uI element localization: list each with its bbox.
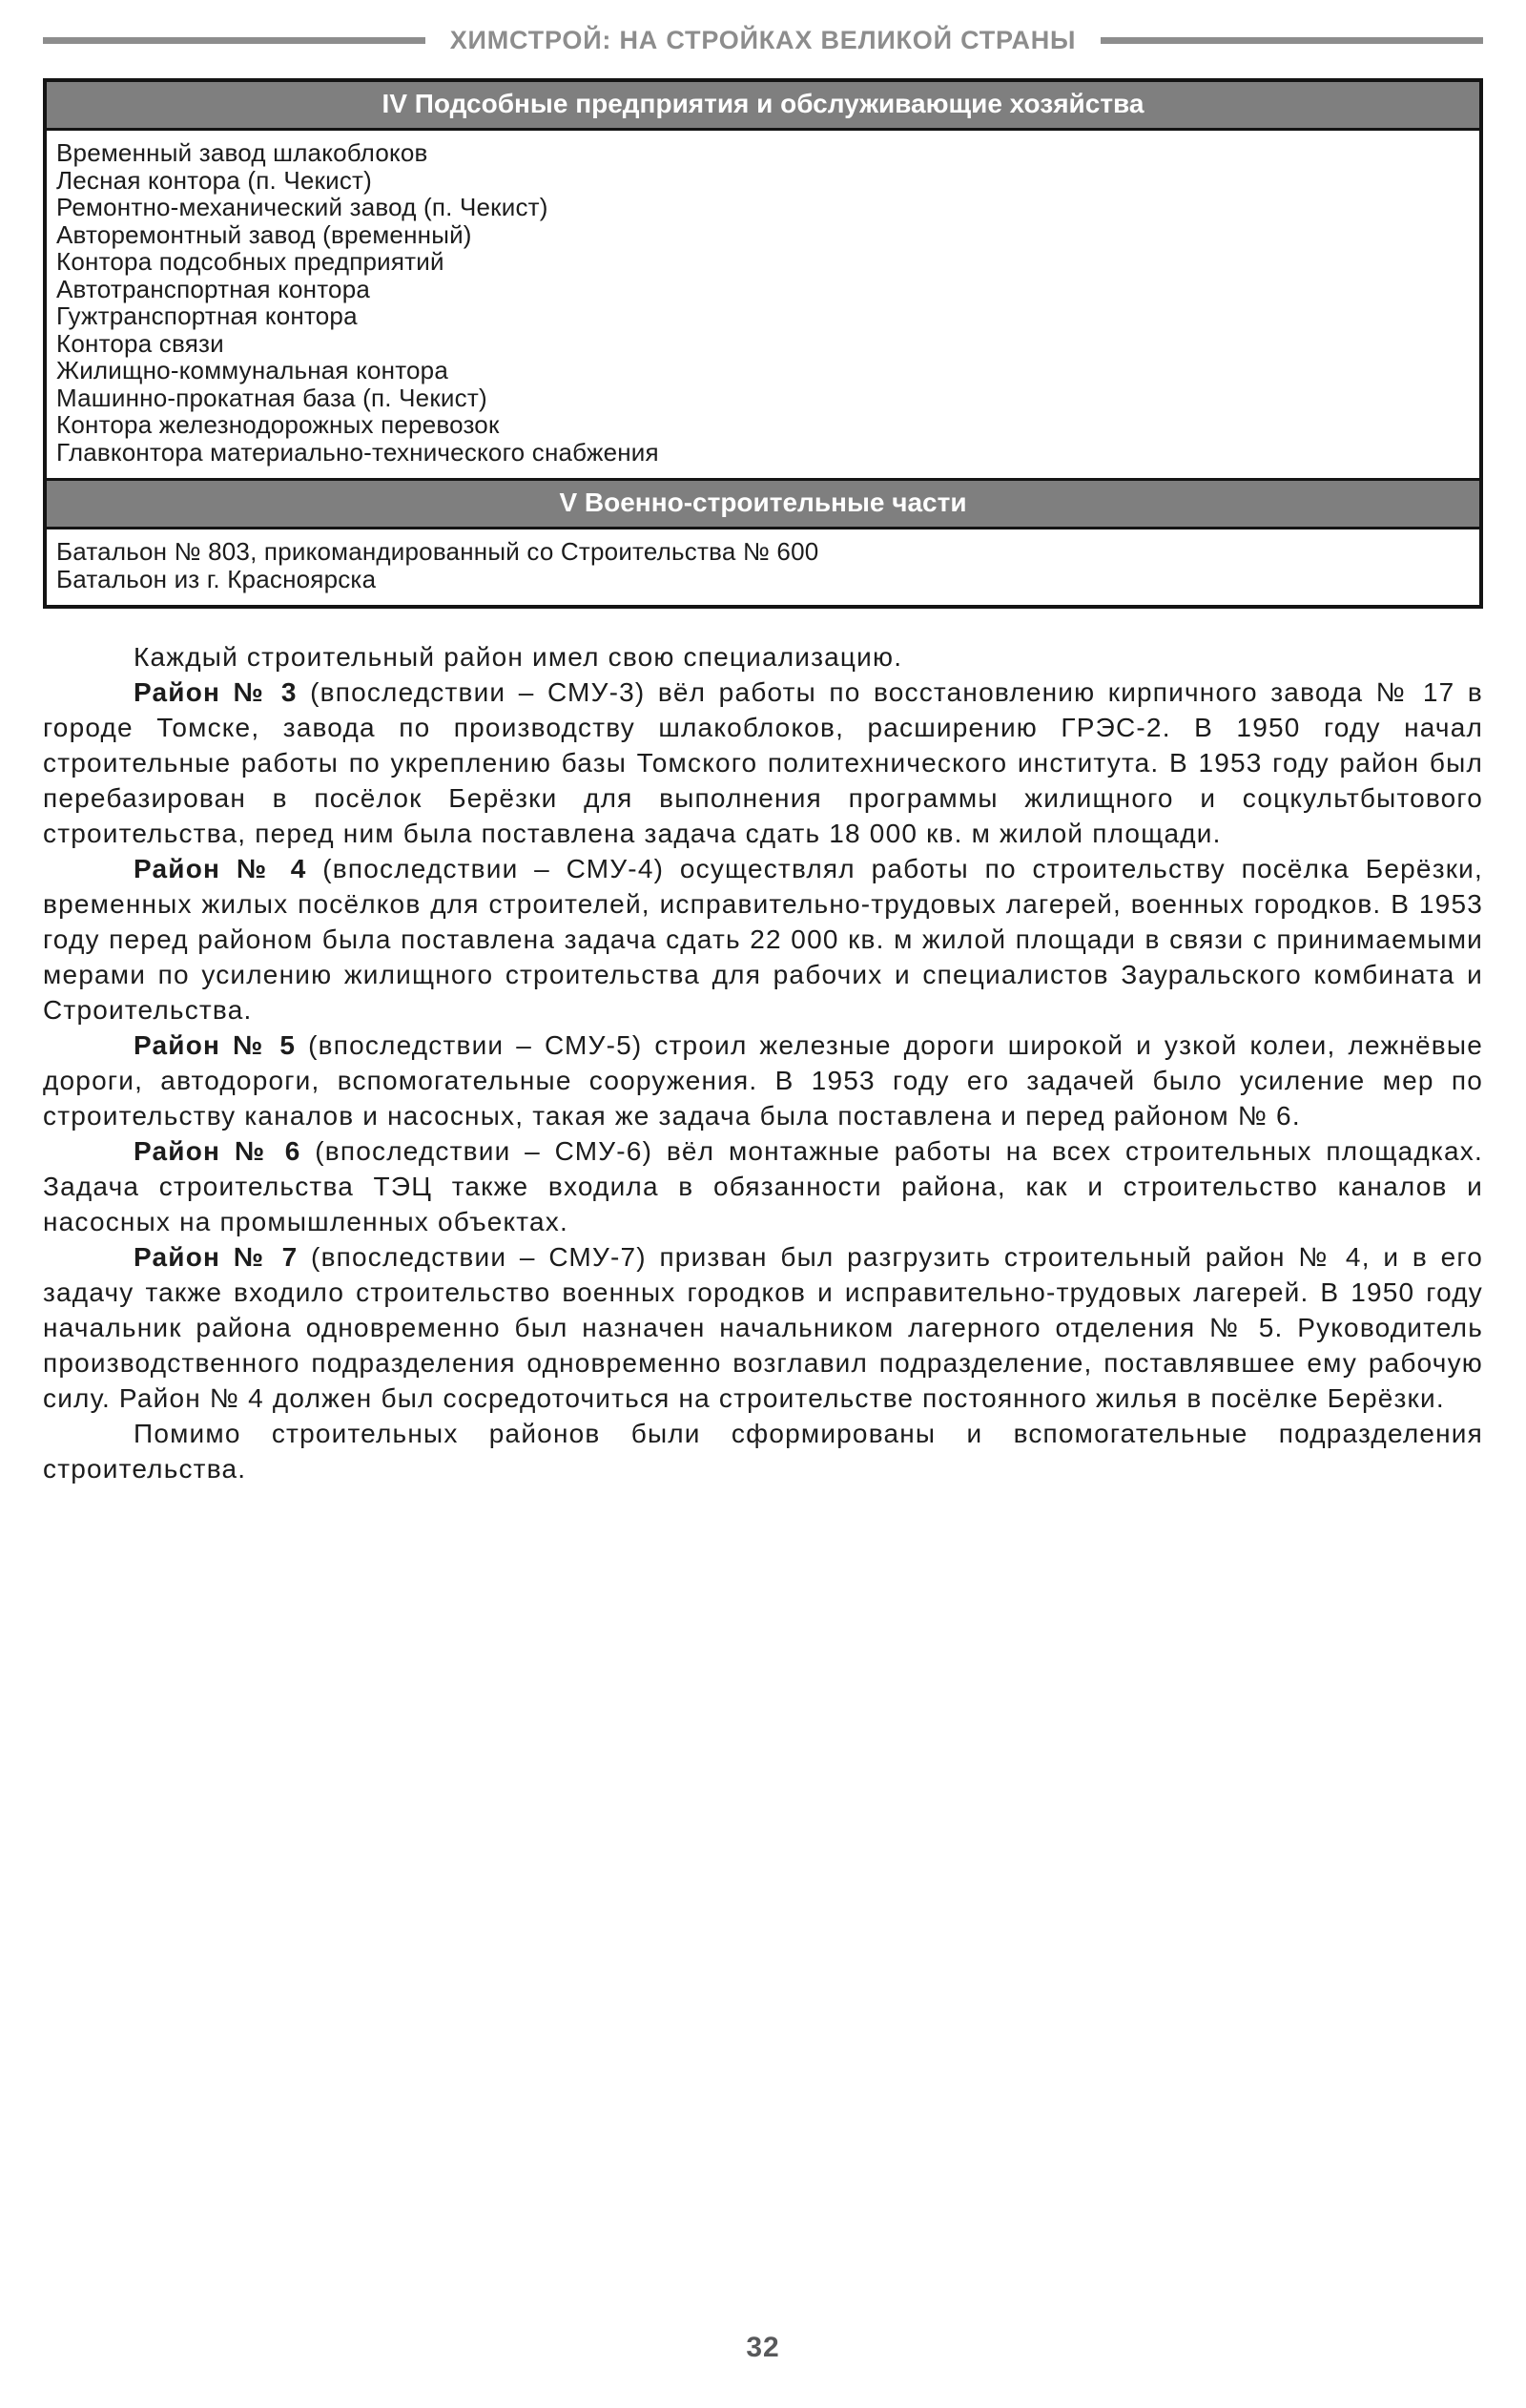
running-header-title: ХИМСТРОЙ: НА СТРОЙКАХ ВЕЛИКОЙ СТРАНЫ (449, 25, 1077, 54)
table-row: Жилищно-коммунальная контора (56, 356, 448, 384)
paragraph-lead: Район № 7 (134, 1242, 299, 1272)
paragraph-text: Помимо строительных районов были сформированы и вспомогательные подразделения строительства. (43, 1419, 1483, 1484)
table-row: Батальон № 803, прикомандированный со Строительства № 600 (56, 537, 819, 566)
org-structure-table (43, 78, 1483, 609)
paragraph-text: (впоследствии – СМУ-6) вёл монтажные работы на всех строительных площадках. Задача строительства ТЭЦ также входила в обязанности района, как и строительство каналов и насосных на промышленных объектах. (43, 1136, 1483, 1236)
table-row: Авторемонтный завод (временный) (56, 219, 472, 249)
table-row: Контора подсобных предприятий (56, 247, 444, 276)
table-section-v-header: V Военно-строительные части (47, 478, 1479, 529)
table-section-v (47, 478, 1479, 605)
paragraph-text: Каждый строительный район имел свою специализацию. (134, 642, 903, 672)
paragraph-lead: Район № 3 (134, 677, 298, 707)
table-section-iv-rows (47, 131, 1479, 478)
table-row: Временный завод шлакоблоков (56, 138, 428, 167)
paragraph-outro (43, 1416, 1483, 1486)
page-number: 32 (746, 2332, 780, 2363)
header-rule-left (43, 37, 425, 44)
table-section-iv (47, 82, 1479, 478)
table-row: Контора железнодорожных перевозок (56, 410, 500, 439)
table-row: Машинно-прокатная база (п. Чекист) (56, 383, 487, 412)
table-section-v-rows (47, 529, 1479, 605)
table-row: Лесная контора (п. Чекист) (56, 165, 372, 195)
paragraph-text: (впоследствии – СМУ-5) строил железные дороги широкой и узкой колеи, лежнёвые дороги, автодороги, вспомогательные сооружения. В 1953 году его задачей было усиление мер по строительству каналов и насосных, такая же задача была поставлена и перед районом № 6. (43, 1030, 1483, 1131)
paragraph-rayon-4 (43, 851, 1483, 1028)
paragraph-text: (впоследствии – СМУ-7) призван был разгрузить строительный район № 4, и в его задачу также входило строительство военных городков и исправительно-трудовых лагерей. В 1950 году начальник района одновременно был назначен начальником лагерного отделения № 5. Руководитель производственного подразделения одновременно возглавил подразделение, поставлявшее ему рабочую силу. Район № 4 должен был сосредоточиться на строительстве постоянного жилья в посёлке Берёзки. (43, 1242, 1483, 1413)
paragraph-text: (впоследствии – СМУ-4) осуществлял работы по строительству посёлка Берёзки, временных жилых посёлков для строителей, исправительно-трудовых лагерей, военных городков. В 1953 году перед районом была поставлена задача сдать 22 000 кв. м жилой площади в связи с принимаемыми мерами по усилению жилищного строительства для рабочих и специалистов Зауральского комбината и Строительства. (43, 854, 1483, 1025)
table-row: Гужтранспортная контора (56, 301, 358, 330)
paragraph-rayon-7 (43, 1239, 1483, 1416)
paragraph-rayon-3 (43, 675, 1483, 851)
paragraph-rayon-6 (43, 1133, 1483, 1239)
paragraph-lead: Район № 4 (134, 854, 307, 883)
table-row: Автотранспортная контора (56, 274, 371, 303)
paragraph-intro (43, 639, 1483, 675)
paragraph-lead: Район № 5 (134, 1030, 297, 1060)
paragraph-text: (впоследствии – СМУ-3) вёл работы по восстановлению кирпичного завода № 17 в городе Томске, завода по производству шлакоблоков, расширению ГРЭС-2. В 1950 году начал строительные работы по укреплению базы Томского политехнического института. В 1953 году район был перебазирован в посёлок Берёзки для выполнения программы жилищного и соцкультбытового строительства, перед ним была поставлена задача сдать 18 000 кв. м жилой площади. (43, 677, 1483, 848)
table-row: Батальон из г. Красноярска (56, 564, 377, 593)
table-row: Ремонтно-механический завод (п. Чекист) (56, 193, 548, 221)
body-text (43, 639, 1483, 1486)
running-header (43, 23, 1483, 57)
table-row: Контора связи (56, 328, 224, 358)
paragraph-rayon-5 (43, 1028, 1483, 1133)
table-section-iv-header: IV Подсобные предприятия и обслуживающие хозяйства (47, 82, 1479, 131)
table-row: Главконтора материально-технического снабжения (56, 437, 659, 467)
header-rule-right (1101, 37, 1483, 44)
paragraph-lead: Район № 6 (134, 1136, 301, 1166)
